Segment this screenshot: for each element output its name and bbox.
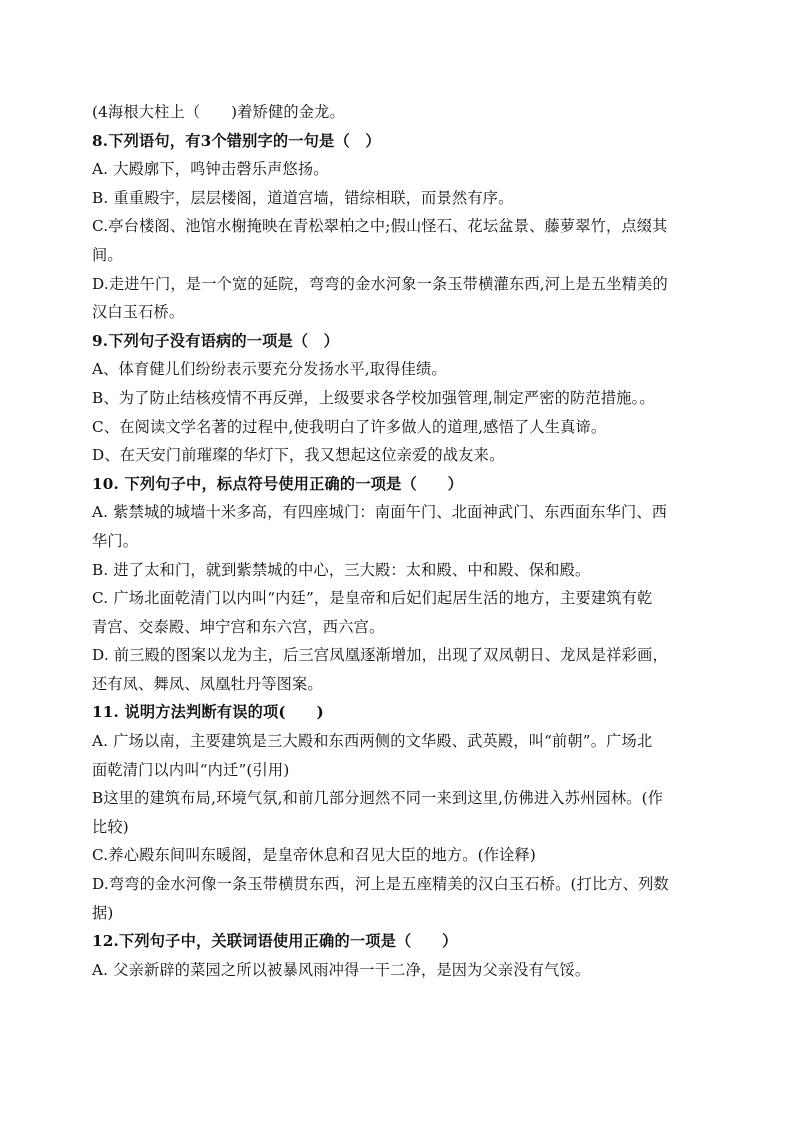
option-8c-cont: 间。 [92,245,123,264]
option-9a: A、体育健儿们纷纷表示要充分发扬水平,取得佳绩。 [92,360,447,379]
option-12a: A. 父亲新辟的菜园之所以被暴风雨冲得一干二净，是因为父亲没有气馁。 [92,960,591,979]
option-10b: B. 进了太和门，就到紫禁城的中心，三大殿：太和殿、中和殿、保和殿。 [92,560,591,579]
option-9c: C、在阅读文学名著的过程中,使我明白了许多做人的道理,感悟了人生真谛。 [92,417,607,436]
option-11a: A. 广场以南，主要建筑是三大殿和东西两侧的文华殿、武英殿，叫“前朝”。广场北 [92,732,653,751]
question-8-heading: 8.下列语句，有3个错别字的一句是（ ） [92,131,381,150]
option-11d-cont: 据) [92,903,114,922]
question-11-heading: 11. 说明方法判断有误的项( ) [92,703,324,722]
option-8d: D.走进午门，是一个宽的延院，弯弯的金水河象一条玉带横灌东西,河上是五坐精美的 [92,274,668,293]
option-8d-cont: 汉白玉石桥。 [92,303,185,322]
option-8a: A. 大殿廓下，鸣钟击磬乐声悠扬。 [92,160,329,179]
question-9-heading: 9.下列句子没有语病的一项是（ ） [92,331,340,350]
option-10a: A. 紫禁城的城墙十米多高，有四座城门：南面午门、北面神武门、东西面东华门、西 [92,503,668,522]
option-11b-cont: 比较) [92,817,129,836]
document-page [92,98,708,984]
option-8b: B. 重重殿宇，层层楼阁，道道宫墙，错综相联，而景然有序。 [92,188,514,207]
option-11d: D.弯弯的金水河像一条玉带横贯东西，河上是五座精美的汉白玉石桥。(打比方、列数 [92,875,669,894]
option-11b: B这里的建筑布局,环境气氛,和前几部分迥然不同一来到这里,仿佛进入苏州园林。(作 [92,789,664,808]
option-11c: C.养心殿东间叫东暖阁，是皇帝休息和召见大臣的地方。(作诠释) [92,846,537,865]
option-10c-cont: 青宫、交泰殿、坤宁宫和东六宫，西六宫。 [92,617,385,636]
text-line-1: (4海根大柱上（ )着矫健的金龙。 [92,103,345,121]
option-11a-cont: 面乾清门以内叫“内迁”(引用) [92,760,290,779]
option-10a-cont: 华门。 [92,531,139,550]
option-8c: C.亭台楼阁、池馆水榭掩映在青松翠柏之中;假山怪石、花坛盆景、藤萝翠竹，点缀其 [92,217,668,236]
option-9b: B、为了防止结核疫情不再反弹，上级要求各学校加强管理,制定严密的防范措施。。 [92,388,655,407]
option-10d: D. 前三殿的图案以龙为主，后三宫凤凰逐渐增加，出现了双凤朝日、龙凤是祥彩画， [92,646,668,665]
option-10c: C. 广场北面乾清门以内叫“内廷”，是皇帝和后妃们起居生活的地方，主要建筑有乾 [92,589,653,608]
question-12-heading: 12.下列句子中，关联词语使用正确的一项是（ ） [92,932,458,951]
question-10-heading: 10. 下列句子中，标点符号使用正确的一项是（ ） [92,474,464,493]
option-10d-cont: 还有凤、舞凤、凤凰牡丹等图案。 [92,674,323,693]
option-9d: D、在天安门前璀璨的华灯下，我又想起这位亲爱的战友来。 [92,446,505,465]
